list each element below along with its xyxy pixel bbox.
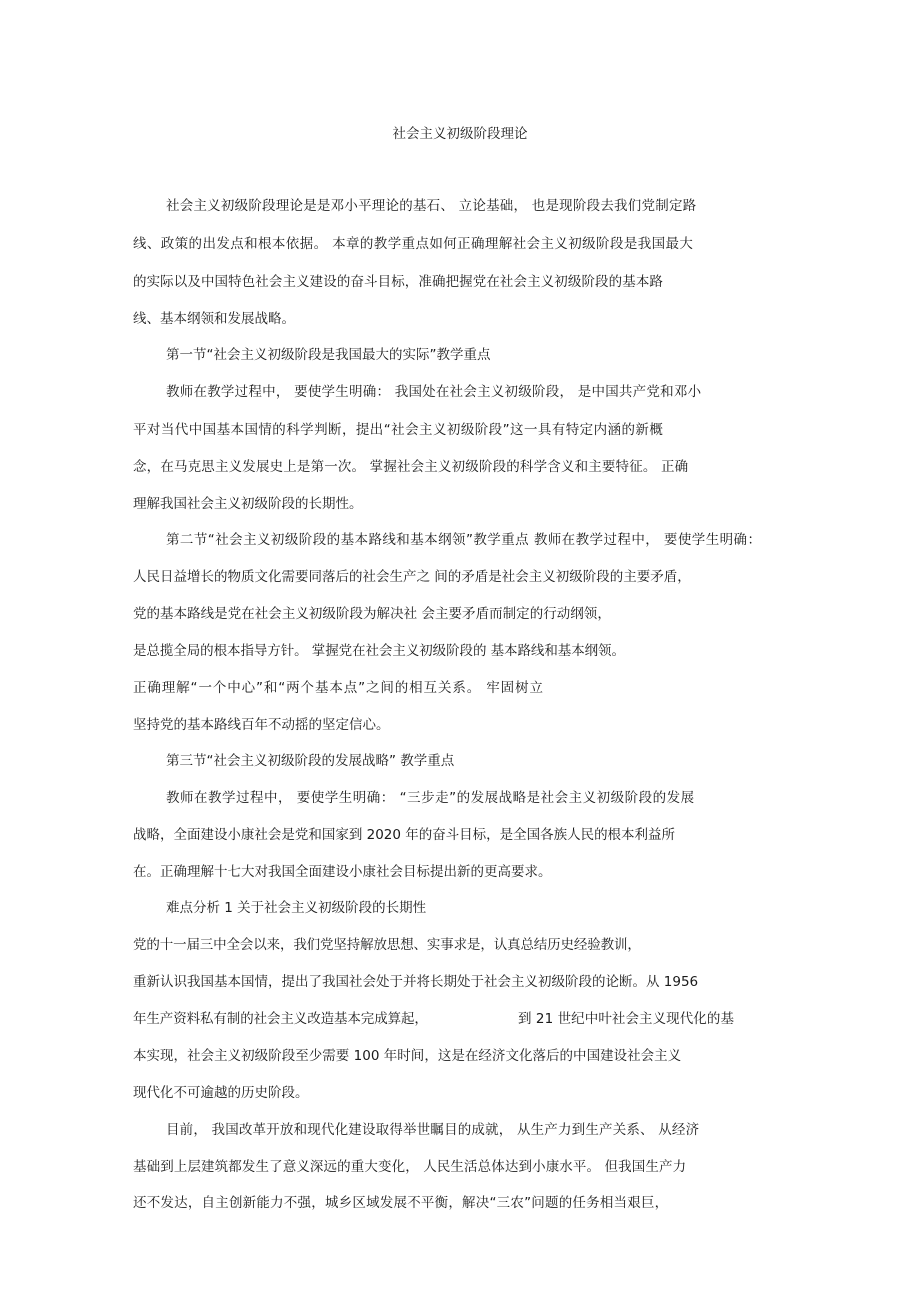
paragraph-line: 念，在马克思主义发展史上是第一次。 掌握社会主义初级阶段的科学含义和主要特征。 正确 bbox=[133, 459, 689, 475]
paragraph-line: 理解我国社会主义初级阶段的长期性。 bbox=[133, 496, 363, 512]
paragraph-line: 现代化不可逾越的历史阶段。 bbox=[133, 1085, 309, 1101]
paragraph-line: 到 21 世纪中叶社会主义现代化的基 bbox=[518, 1011, 735, 1027]
paragraph-line: 年生产资料私有制的社会主义改造基本完成算起， bbox=[133, 1011, 428, 1027]
paragraph-line: 线、基本纲领和发展战略。 bbox=[133, 311, 295, 327]
paragraph-line: 基础到上层建筑都发生了意义深远的重大变化， 人民生活总体达到小康水平。 但我国生产力 bbox=[133, 1159, 687, 1175]
paragraph-line: 社会主义初级阶段理论是是邓小平理论的基石、 立论基础， 也是现阶段去我们党制定路 bbox=[166, 198, 697, 214]
section-heading: 第二节“社会主义初级阶段的基本路线和基本纲领”教学重点 教师在教学过程中， 要使学生明确： bbox=[166, 532, 762, 548]
paragraph-line: 本实现，社会主义初级阶段至少需要 100 年时间，这是在经济文化落后的中国建设社会主义 bbox=[133, 1048, 682, 1064]
document-title: 社会主义初级阶段理论 bbox=[392, 126, 528, 142]
paragraph-line: 目前， 我国改革开放和现代化建设取得举世瞩目的成就， 从生产力到生产关系、 从经济 bbox=[166, 1122, 700, 1138]
paragraph-line: 人民日益增长的物质文化需要同落后的社会生产之 间的矛盾是社会主义初级阶段的主要矛盾， bbox=[133, 569, 691, 585]
paragraph-line: 教师在教学过程中， 要使学生明确： “三步走”的发展战略是社会主义初级阶段的发展 bbox=[166, 790, 695, 806]
paragraph-line: 教师在教学过程中， 要使学生明确： 我国处在社会主义初级阶段， 是中国共产党和邓小 bbox=[166, 384, 702, 400]
paragraph-line: 党的十一届三中全会以来，我们党坚持解放思想、实事求是，认真总结历史经验教训， bbox=[133, 937, 641, 953]
paragraph-line: 党的基本路线是党在社会主义初级阶段为解决社 会主要矛盾而制定的行动纲领， bbox=[133, 606, 611, 622]
paragraph-line: 还不发达，自主创新能力不强，城乡区域发展不平衡，解决“三农”问题的任务相当艰巨， bbox=[133, 1195, 669, 1211]
paragraph-line: 平对当代中国基本国情的科学判断，提出“社会主义初级阶段”这一具有特定内涵的新概 bbox=[133, 422, 664, 438]
paragraph-line: 是总揽全局的根本指导方针。 掌握党在社会主义初级阶段的 基本路线和基本纲领。 bbox=[133, 643, 625, 659]
section-heading: 第一节“社会主义初级阶段是我国最大的实际”教学重点 bbox=[166, 347, 491, 363]
section-heading: 难点分析 1 关于社会主义初级阶段的长期性 bbox=[166, 900, 427, 916]
paragraph-line: 重新认识我国基本国情，提出了我国社会处于并将长期处于社会主义初级阶段的论断。从 1956 bbox=[133, 974, 699, 990]
paragraph-line: 战略，全面建设小康社会是党和国家到 2020 年的奋斗目标，是全国各族人民的根本利益所 bbox=[133, 827, 676, 843]
paragraph-line: 在。正确理解十七大对我国全面建设小康社会目标提出新的更高要求。 bbox=[133, 864, 552, 880]
paragraph-line: 正确理解“一个中心”和“两个基本点”之间的相互关系。 牢固树立 bbox=[133, 680, 544, 696]
paragraph-line: 的实际以及中国特色社会主义建设的奋斗目标，准确把握党在社会主义初级阶段的基本路 bbox=[133, 274, 664, 290]
paragraph-line: 线、政策的出发点和根本依据。 本章的教学重点如何正确理解社会主义初级阶段是我国最大 bbox=[133, 236, 694, 252]
paragraph-line: 坚持党的基本路线百年不动摇的坚定信心。 bbox=[133, 717, 390, 733]
section-heading: 第三节“社会主义初级阶段的发展战略” 教学重点 bbox=[166, 753, 455, 769]
